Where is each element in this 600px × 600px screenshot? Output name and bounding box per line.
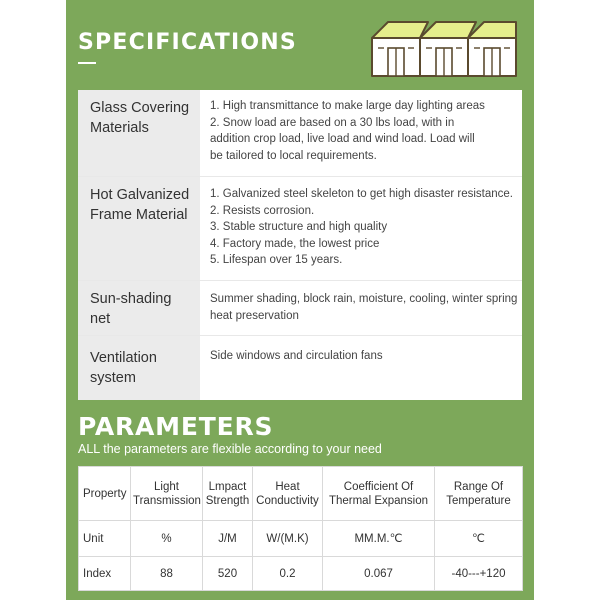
table-header-cell: Coefficient Of Thermal Expansion — [323, 467, 435, 521]
spec-line: 2. Resists corrosion. — [210, 204, 315, 217]
table-cell: ℃ — [435, 521, 523, 557]
table-header-cell: Lmpact Strength — [203, 467, 253, 521]
spec-line: 1. Galvanized steel skeleton to get high disaster resistance. — [210, 188, 514, 200]
spec-line: Summer shading, block rain, moisture, cooling, winter spring — [210, 293, 518, 305]
table-row — [79, 521, 523, 557]
spec-line: heat preservation — [210, 309, 299, 322]
spec-value — [200, 336, 522, 400]
spec-value — [200, 90, 522, 176]
spec-row-shading — [78, 281, 522, 336]
table-cell: MM.M.℃ — [323, 521, 435, 557]
spec-value — [200, 281, 522, 335]
table-header-cell: Range Of Temperature — [435, 467, 523, 521]
spec-line: be tailored to local requirements. — [210, 149, 377, 162]
table-cell: -40---+120 — [435, 557, 523, 591]
table-cell: W/(M.K) — [253, 521, 323, 557]
table-cell: % — [131, 521, 203, 557]
table-cell: Unit — [79, 521, 131, 557]
spec-line: Side windows and circulation fans — [210, 350, 383, 362]
table-cell: 0.2 — [253, 557, 323, 591]
spec-line: 4. Factory made, the lowest price — [210, 237, 380, 250]
parameters-table — [78, 466, 523, 591]
table-cell: 0.067 — [323, 557, 435, 591]
table-header-cell: Heat Conductivity — [253, 467, 323, 521]
title-underline — [78, 62, 96, 64]
table-cell: 520 — [203, 557, 253, 591]
greenhouse-icon — [368, 18, 524, 83]
spec-line: addition crop load, live load and wind load. Load will — [210, 133, 475, 145]
table-row — [79, 557, 523, 591]
table-header-row — [79, 467, 523, 521]
parameters-subtitle: ALL the parameters are flexible according to your need — [78, 442, 382, 456]
spec-row-frame — [78, 177, 522, 281]
spec-row-glass — [78, 90, 522, 177]
spec-label: Sun-shading net — [78, 281, 200, 335]
table-header-cell: Property — [79, 467, 131, 521]
spec-row-ventilation — [78, 336, 522, 400]
spec-label: Glass Covering Materials — [78, 90, 200, 176]
specifications-table — [78, 90, 522, 400]
spec-label: Ventilation system — [78, 336, 200, 400]
table-cell: 88 — [131, 557, 203, 591]
parameters-title: PARAMETERS — [78, 412, 274, 441]
spec-line: 1. High transmittance to make large day lighting areas — [210, 100, 485, 112]
table-cell: J/M — [203, 521, 253, 557]
spec-line: 3. Stable structure and high quality — [210, 221, 388, 233]
specifications-title: SPECIFICATIONS — [78, 30, 297, 55]
spec-label: Hot Galvanized Frame Material — [78, 177, 200, 280]
table-header-cell: Light Transmission — [131, 467, 203, 521]
spec-line: 2. Snow load are based on a 30 lbs load, with in — [210, 116, 455, 129]
spec-value — [200, 177, 522, 280]
spec-line: 5. Lifespan over 15 years. — [210, 254, 343, 266]
table-cell: Index — [79, 557, 131, 591]
